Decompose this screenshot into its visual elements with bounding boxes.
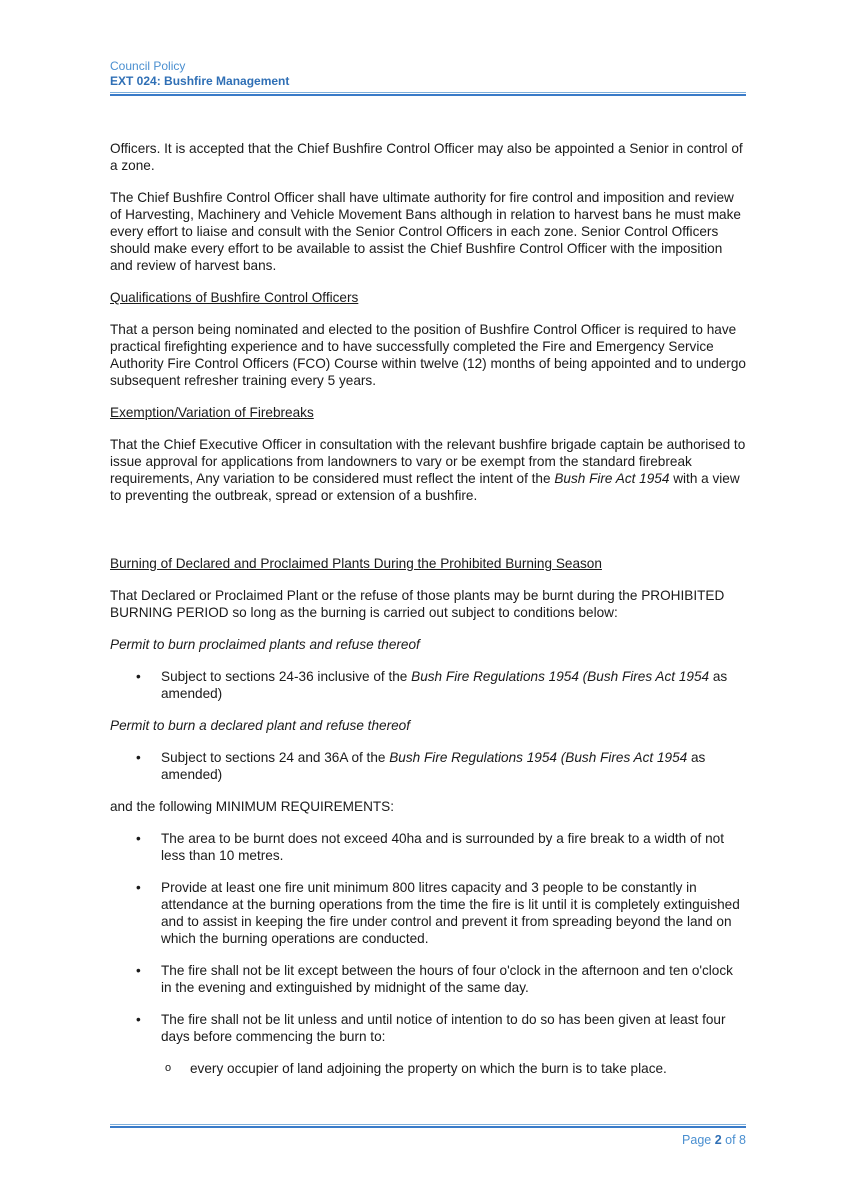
page-number: Page 2 of 8 xyxy=(682,1133,746,1147)
bullet-list xyxy=(110,668,746,702)
sub-list-item: o every occupier of land adjoining the property on which the burn is to take place. xyxy=(165,1061,667,1076)
paragraph: and the following MINIMUM REQUIREMENTS: xyxy=(110,799,395,814)
bullet-list xyxy=(110,749,746,783)
header-rule xyxy=(110,92,746,96)
requirements-list xyxy=(110,830,746,1045)
footer-rule xyxy=(110,1124,746,1128)
paragraph: Officers. It is accepted that the Chief Bushfire Control Officer may also be appointed a Senior in control of a zone. xyxy=(110,141,743,173)
list-item: • Subject to sections 24-36 inclusive of the Bush Fire Regulations 1954 (Bush Fires Act 1954 as amended) xyxy=(136,669,728,701)
list-item: • The area to be burnt does not exceed 40ha and is surrounded by a fire break to a width of not less than 10 metres. xyxy=(136,831,724,863)
list-item: • The fire shall not be lit unless and until notice of intention to do so has been given at least four days before commencing the burn to: xyxy=(136,1012,726,1044)
sub-heading: Permit to burn proclaimed plants and refuse thereof xyxy=(110,637,420,652)
paragraph: That Declared or Proclaimed Plant or the refuse of those plants may be burnt during the PROHIBITED BURNING PERIOD so long as the burning is carried out subject to conditions below: xyxy=(110,588,725,620)
list-item: • The fire shall not be lit except between the hours of four o'clock in the afternoon and ten o'clock in the evening and extinguished by midnight of the same day. xyxy=(136,963,733,995)
document-body xyxy=(110,140,746,1077)
sub-heading: Permit to burn a declared plant and refuse thereof xyxy=(110,718,410,733)
paragraph: The Chief Bushfire Control Officer shall have ultimate authority for fire control and imposition and review of Harvesting, Machinery and Vehicle Movement Bans although in relation to harvest bans he must make every effort to liaise and consult with the Senior Control Officers in each zone. Senior Control Officers should make every effort to be available to assist the Chief Bushfire Control Officer with the imposition and review of harvest bans. xyxy=(110,190,741,273)
paragraph: That the Chief Executive Officer in consultation with the relevant bushfire brigade captain be authorised to issue approval for applications from landowners to vary or be exempt from the standard firebreak requirements, Any variation to be considered must reflect the intent of the Bush Fire Act 1954 with a view to preventing the outbreak, spread or extension of a bushfire. xyxy=(110,437,746,503)
list-item: • Subject to sections 24 and 36A of the Bush Fire Regulations 1954 (Bush Fires Act 1954 as amended) xyxy=(136,750,706,782)
list-item: • Provide at least one fire unit minimum 800 litres capacity and 3 people to be constantly in attendance at the burning operations from the time the fire is lit until it is completely extinguished and to assist in keeping the fire under control and prevent it from spreading beyond the land on which the burning operations are conducted. xyxy=(136,880,740,946)
header-title: EXT 024: Bushfire Management xyxy=(110,74,290,88)
document-header xyxy=(110,59,746,89)
paragraph: That a person being nominated and elected to the position of Bushfire Control Officer is required to have practical firefighting experience and to have successfully completed the Fire and Emergency Service Authority Fire Control Officers (FCO) Course within twelve (12) months of being appointed and to undergo subsequent refresher training every 5 years. xyxy=(110,322,746,388)
section-heading: Exemption/Variation of Firebreaks xyxy=(110,405,314,420)
header-org: Council Policy xyxy=(110,59,186,73)
section-heading: Qualifications of Bushfire Control Officers xyxy=(110,290,359,305)
section-heading: Burning of Declared and Proclaimed Plants During the Prohibited Burning Season xyxy=(110,556,602,571)
